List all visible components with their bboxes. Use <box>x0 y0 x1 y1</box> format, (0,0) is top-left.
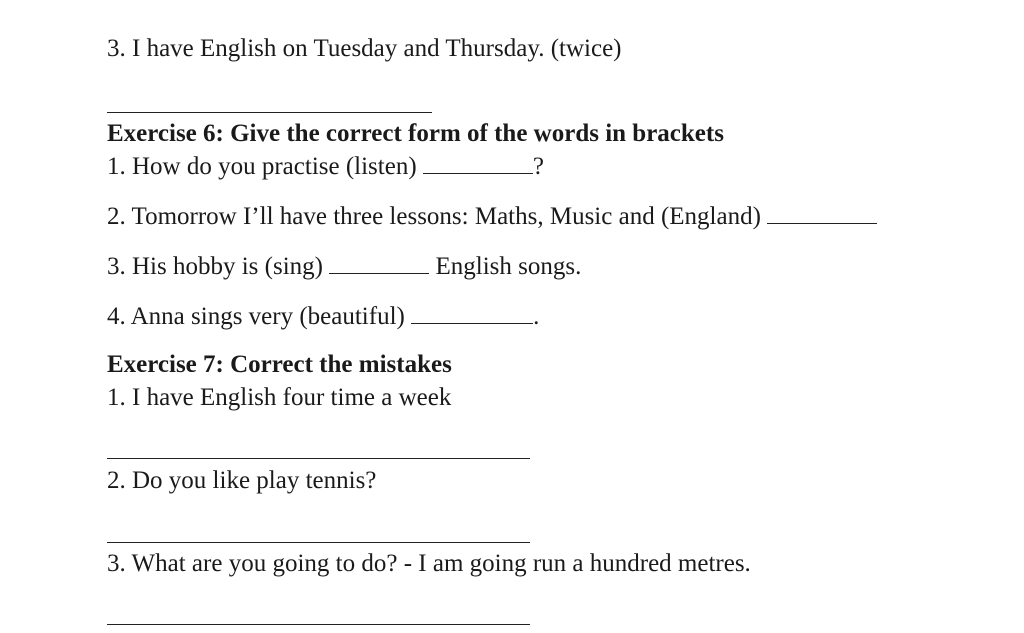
exercise-6-question-2 <box>107 203 877 229</box>
question-text: 3. His hobby is (sing) <box>107 253 330 280</box>
exercise-6-heading <box>107 121 724 146</box>
question-end: ? <box>532 153 545 180</box>
question-text: 3. What are you going to do? - I am going run a hundred metres. <box>107 550 751 577</box>
answer-blank[interactable] <box>767 203 877 224</box>
question-end: . <box>533 303 540 330</box>
exercise-7-question-2 <box>107 468 376 493</box>
exercise-6-question-3 <box>107 253 581 279</box>
question-end: English songs. <box>429 253 582 280</box>
answer-line[interactable] <box>107 542 530 543</box>
question-text: 1. How do you practise (listen) <box>107 153 423 180</box>
answer-blank[interactable] <box>423 153 533 174</box>
exercise-7-heading <box>107 352 452 377</box>
heading-text: Exercise 7: Correct the mistakes <box>107 351 452 378</box>
exercise-7-question-3 <box>107 551 751 576</box>
exercise-7-question-1 <box>107 385 451 410</box>
question-text: 2. Do you like play tennis? <box>107 467 377 494</box>
answer-line[interactable] <box>107 624 530 625</box>
question-text: 1. I have English four time a week <box>107 384 452 411</box>
answer-blank[interactable] <box>411 303 533 324</box>
exercise-6-question-4 <box>107 303 539 329</box>
exercise-6-question-1 <box>107 153 544 179</box>
question-text: 4. Anna sings very (beautiful) <box>107 303 412 330</box>
question-3-twice <box>107 36 622 61</box>
question-text: 3. I have English on Tuesday and Thursday. (twice) <box>107 35 622 62</box>
answer-line[interactable] <box>107 458 530 459</box>
question-text: 2. Tomorrow I’ll have three lessons: Maths, Music and (England) <box>107 203 768 230</box>
answer-line[interactable] <box>107 112 432 113</box>
answer-blank[interactable] <box>329 253 429 274</box>
heading-text: Exercise 6: Give the correct form of the words in brackets <box>107 120 724 147</box>
